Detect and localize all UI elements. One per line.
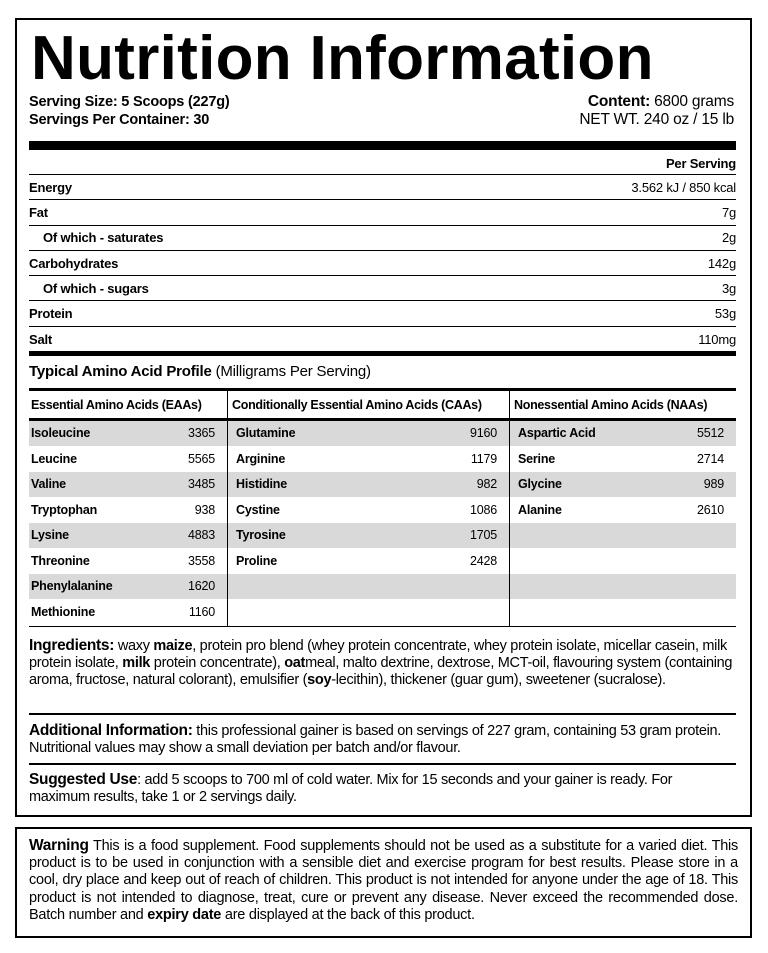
amino-row bbox=[228, 549, 509, 575]
nutrient-label: Energy bbox=[29, 179, 72, 195]
amino-value: 2610 bbox=[696, 502, 724, 517]
amino-value: 1086 bbox=[469, 502, 497, 517]
ingredients-part: -lecithin), thickener (guar gum), sweetener (sucralose). bbox=[331, 672, 666, 688]
amino-column-naa bbox=[509, 391, 736, 626]
amino-row bbox=[29, 574, 227, 600]
divider bbox=[29, 713, 736, 715]
amino-column-header: Conditionally Essential Amino Acids (CAAs) bbox=[228, 391, 509, 421]
nutrition-row bbox=[29, 276, 736, 301]
amino-name: Phenylalanine bbox=[31, 579, 113, 594]
nutrition-panel bbox=[15, 18, 752, 817]
nutrient-label: Fat bbox=[29, 204, 48, 220]
warning-body: This is a food supplement. Food supplements should not be used as a substitute for a varied diet. This product is to be used in conjunction with a sensible diet and exercise program for best results. Please store in a cool, dry place and keep out of reach of children. This product is not intended for anyone under the age of 18. This product is not intended to diagnose, treat, cure or prevent any disease. Never exceed the recommended dose. Batch number and bbox=[29, 838, 738, 923]
serving-info bbox=[29, 93, 230, 129]
nutrition-header bbox=[29, 153, 736, 175]
amino-column-eaa bbox=[29, 391, 227, 626]
amino-title-main: Typical Amino Acid Profile bbox=[29, 363, 212, 380]
suggested-use-heading: Suggested Use bbox=[29, 771, 138, 788]
amino-row bbox=[29, 523, 227, 549]
amino-row bbox=[29, 472, 227, 498]
nutrition-row bbox=[29, 175, 736, 200]
nutrient-value: 2g bbox=[721, 230, 736, 246]
amino-name: Histidine bbox=[236, 477, 287, 492]
amino-value: 982 bbox=[476, 477, 497, 492]
content-line bbox=[579, 93, 734, 111]
warning-highlight: expiry date bbox=[147, 906, 222, 923]
amino-value: 1179 bbox=[470, 451, 497, 466]
amino-table bbox=[29, 388, 736, 627]
content-label: Content: bbox=[587, 93, 651, 110]
amino-row bbox=[29, 421, 227, 447]
amino-value: 1705 bbox=[469, 528, 497, 543]
nutrient-label: Of which - saturates bbox=[43, 230, 164, 246]
amino-name: Methionine bbox=[31, 604, 95, 619]
warning-heading: Warning bbox=[29, 837, 89, 854]
amino-name: Proline bbox=[236, 553, 277, 568]
amino-title-sub: (Milligrams Per Serving) bbox=[211, 363, 371, 380]
content-value: 6800 grams bbox=[650, 93, 734, 110]
divider-thick bbox=[29, 351, 736, 356]
amino-row bbox=[29, 600, 227, 626]
amino-row bbox=[228, 472, 509, 498]
amino-name: Arginine bbox=[236, 451, 286, 466]
amino-name: Isoleucine bbox=[31, 426, 91, 441]
allergen-highlight: maize bbox=[153, 638, 193, 654]
ingredients-part: meal, malto dextrine, dextrose, MCT-oil, flavouring system (containing aroma, fructose, natural colorant), emulsifier ( bbox=[29, 655, 733, 688]
additional-info-text bbox=[29, 722, 736, 757]
suggested-use-body: : add 5 scoops to 700 ml of cold water. Mix for 15 seconds and your gainer is ready. For maximum results, take 1 or 2 servings daily. bbox=[29, 772, 673, 805]
page-title: Nutrition Information bbox=[31, 24, 654, 93]
amino-row bbox=[228, 447, 509, 473]
per-serving-label: Per Serving bbox=[665, 156, 736, 171]
amino-name: Tyrosine bbox=[236, 528, 286, 543]
amino-value: 9160 bbox=[469, 426, 497, 441]
amino-column-header: Nonessential Amino Acids (NAAs) bbox=[510, 391, 736, 421]
divider-thick bbox=[29, 141, 736, 150]
allergen-highlight: soy bbox=[307, 672, 332, 688]
nutrition-row bbox=[29, 251, 736, 276]
amino-value: 2428 bbox=[469, 553, 497, 568]
nutrition-row bbox=[29, 200, 736, 225]
amino-row bbox=[228, 600, 509, 626]
suggested-use-text bbox=[29, 771, 736, 806]
amino-name: Aspartic Acid bbox=[518, 426, 596, 441]
amino-value: 2714 bbox=[696, 451, 724, 466]
amino-row bbox=[510, 600, 736, 626]
content-info bbox=[579, 93, 734, 129]
nutrient-value: 7g bbox=[721, 204, 736, 220]
divider bbox=[29, 763, 736, 765]
amino-row bbox=[228, 421, 509, 447]
ingredients-heading: Ingredients: bbox=[29, 637, 115, 654]
amino-value: 5565 bbox=[187, 451, 215, 466]
amino-row bbox=[510, 421, 736, 447]
amino-row bbox=[510, 447, 736, 473]
net-weight: NET WT. 240 oz / 15 lb bbox=[579, 111, 734, 128]
ingredients-part: protein concentrate), bbox=[150, 655, 285, 671]
amino-value: 1620 bbox=[187, 579, 215, 594]
servings-per-container: Servings Per Container: 30 bbox=[29, 112, 210, 128]
allergen-highlight: milk bbox=[122, 655, 151, 671]
amino-name: Alanine bbox=[518, 502, 562, 517]
nutrient-label: Protein bbox=[29, 306, 73, 322]
nutrient-label: Carbohydrates bbox=[29, 255, 119, 271]
nutrient-value: 110mg bbox=[698, 331, 736, 347]
amino-row bbox=[510, 472, 736, 498]
ingredients-text bbox=[29, 637, 736, 689]
amino-name: Leucine bbox=[31, 451, 77, 466]
amino-row bbox=[228, 498, 509, 524]
amino-row bbox=[510, 498, 736, 524]
amino-column-header: Essential Amino Acids (EAAs) bbox=[29, 391, 227, 421]
amino-row bbox=[510, 549, 736, 575]
amino-value: 3485 bbox=[187, 477, 215, 492]
nutrient-label: Salt bbox=[29, 331, 53, 347]
amino-value: 3365 bbox=[187, 426, 215, 441]
serving-size: Serving Size: 5 Scoops (227g) bbox=[29, 94, 230, 110]
warning-panel bbox=[15, 827, 752, 938]
nutrient-value: 3.562 kJ / 850 kcal bbox=[631, 179, 736, 195]
amino-row bbox=[29, 498, 227, 524]
amino-value: 5512 bbox=[696, 426, 724, 441]
amino-row bbox=[29, 447, 227, 473]
amino-name: Threonine bbox=[31, 553, 90, 568]
nutrition-row bbox=[29, 301, 736, 326]
amino-title bbox=[29, 363, 371, 380]
amino-value: 3558 bbox=[187, 553, 215, 568]
amino-column-caa bbox=[227, 391, 509, 626]
warning-body: are displayed at the back of this product. bbox=[221, 906, 475, 923]
ingredients-part: , protein pro blend (whey protein concentrate, whey protein isolate, micellar casein, milk protein isolate, bbox=[29, 638, 727, 671]
amino-value: 1160 bbox=[188, 604, 215, 619]
ingredients-part: waxy bbox=[114, 638, 154, 654]
nutrient-label: Of which - sugars bbox=[43, 280, 149, 296]
additional-info-body: this professional gainer is based on servings of 227 gram, containing 53 gram protein. Nutritional values may show a small deviation per batch and/or flavour. bbox=[29, 723, 722, 756]
amino-row bbox=[228, 523, 509, 549]
amino-name: Valine bbox=[31, 477, 66, 492]
amino-value: 989 bbox=[703, 477, 724, 492]
additional-info-heading: Additional Information: bbox=[29, 722, 193, 739]
amino-row bbox=[510, 523, 736, 549]
amino-row bbox=[510, 574, 736, 600]
nutrient-value: 142g bbox=[707, 255, 736, 271]
nutrient-value: 53g bbox=[714, 306, 736, 322]
amino-value: 938 bbox=[194, 502, 215, 517]
amino-name: Tryptophan bbox=[31, 502, 98, 517]
amino-value: 4883 bbox=[187, 528, 215, 543]
amino-row bbox=[228, 574, 509, 600]
amino-name: Cystine bbox=[236, 502, 280, 517]
nutrient-value: 3g bbox=[721, 280, 736, 296]
amino-row bbox=[29, 549, 227, 575]
allergen-highlight: oat bbox=[284, 655, 306, 671]
nutrition-table bbox=[29, 153, 736, 352]
amino-name: Lysine bbox=[31, 528, 69, 543]
nutrition-row bbox=[29, 226, 736, 251]
amino-name: Glycine bbox=[518, 477, 562, 492]
nutrition-row bbox=[29, 327, 736, 352]
amino-name: Glutamine bbox=[236, 426, 296, 441]
amino-name: Serine bbox=[518, 451, 556, 466]
